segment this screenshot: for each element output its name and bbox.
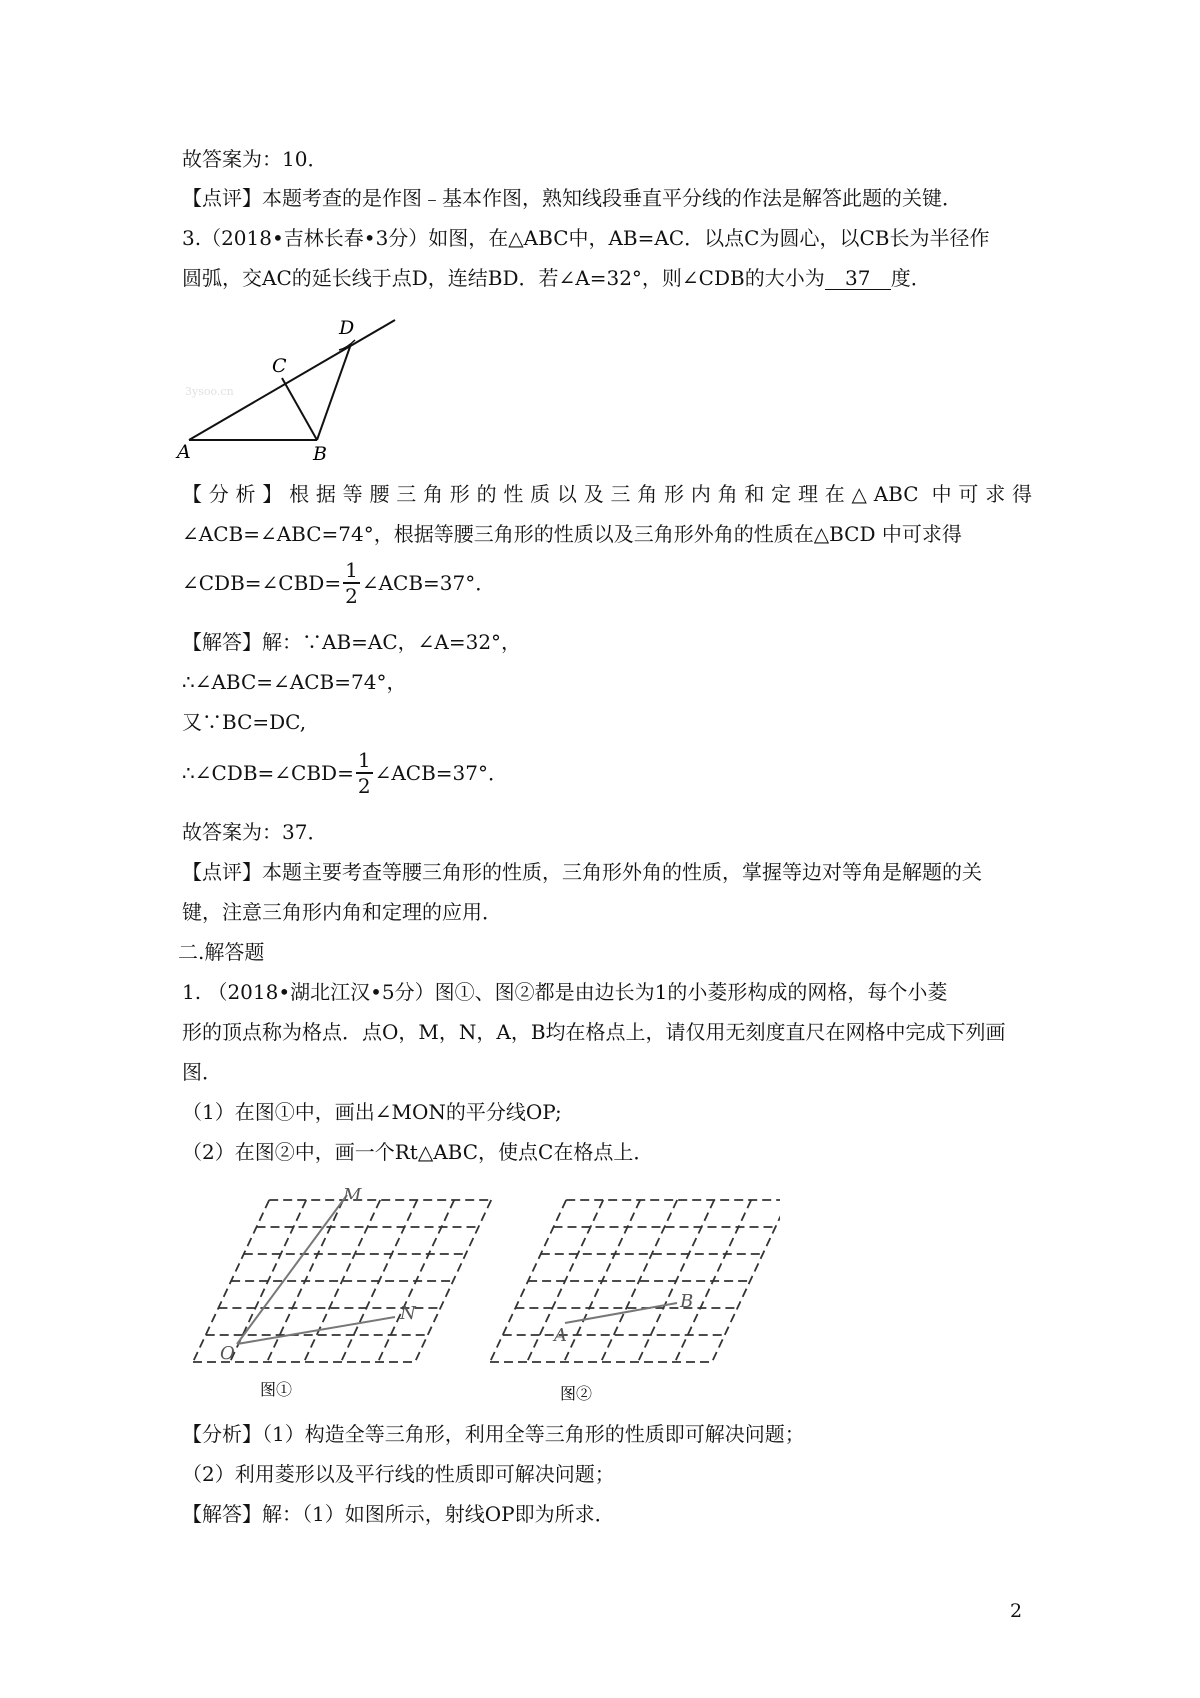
label-m: M xyxy=(343,1185,362,1206)
caption-fig2: 图② xyxy=(560,1384,593,1403)
solution-line-4 xyxy=(182,748,1032,798)
label-a: A xyxy=(177,441,191,463)
analysis-line-1: 【分析】根据等腰三角形的性质以及三角形内角和定理在△ABC 中可求得 xyxy=(182,482,1032,506)
analysis-eq-right: ∠ACB=37°． xyxy=(361,571,496,595)
analysis-line-2: ∠ACB=∠ABC=74°，根据等腰三角形的性质以及三角形外角的性质在△BCD 中可求得 xyxy=(182,522,962,546)
solution-line-3: 又∵BC=DC, xyxy=(182,710,307,734)
label-d: D xyxy=(339,317,355,339)
question-1-part-2: （2）在图②中，画一个Rt△ABC，使点C在格点上． xyxy=(182,1140,654,1164)
grid-figure-1 xyxy=(193,1200,491,1362)
comment-line-1: 【点评】本题考查的是作图﹣基本作图，熟知线段垂直平分线的作法是解答此题的关键． xyxy=(182,186,962,210)
ray-om xyxy=(237,1195,347,1344)
analysis-2-line-1: 【分析】（1）构造全等三角形，利用全等三角形的性质即可解决问题； xyxy=(182,1422,805,1446)
triangle-figure xyxy=(175,310,405,465)
section-heading: 二.解答题 xyxy=(178,940,265,964)
label-b: B xyxy=(313,443,327,465)
question-1-part-1: （1）在图①中，画出∠MON的平分线OP; xyxy=(182,1100,562,1124)
solution-eq-right: ∠ACB=37°． xyxy=(374,761,508,785)
grid-figure-2 xyxy=(490,1200,780,1362)
solution-eq-left: ∴∠CDB=∠CBD= xyxy=(182,761,354,785)
answer-blank: 37 xyxy=(825,267,891,290)
comment-line-2b: 键，注意三角形内角和定理的应用． xyxy=(182,900,502,924)
ray-on xyxy=(237,1317,395,1344)
label-a-grid: A xyxy=(554,1325,567,1346)
analysis-eq-left: ∠CDB=∠CBD= xyxy=(182,571,342,595)
caption-fig1: 图① xyxy=(260,1380,293,1399)
problem-3-line-2 xyxy=(182,264,1032,292)
comment-line-2a: 【点评】本题主要考查等腰三角形的性质，三角形外角的性质，掌握等边对等角是解题的关 xyxy=(182,860,982,884)
solution-line-1: 【解答】解：∵AB=AC，∠A=32°， xyxy=(182,630,522,654)
rhombus-grid-figures xyxy=(180,1185,780,1410)
problem-3-unit: 度． xyxy=(890,266,931,290)
answer-line-37: 故答案为：37． xyxy=(182,820,328,844)
analysis-2-line-2: （2）利用菱形以及平行线的性质即可解决问题； xyxy=(182,1462,615,1486)
figure-watermark: 3ysoo.cn xyxy=(185,385,234,398)
label-n: N xyxy=(400,1303,416,1324)
question-1-line-1: 1. （2018•湖北江汉•5分）图①、图②都是由边长为1的小菱形构成的网格，每个小菱 xyxy=(182,980,948,1004)
problem-3-text: 圆弧，交AC的延长线于点D，连结BD．若∠A=32°，则∠CDB的大小为 xyxy=(182,266,825,290)
fraction-half: $\frac{1}{2}$ xyxy=(345,558,358,608)
label-c: C xyxy=(272,355,287,377)
label-o: O xyxy=(220,1343,235,1364)
grid-line xyxy=(415,1200,491,1362)
question-1-line-3: 图． xyxy=(182,1060,222,1084)
page-number: 2 xyxy=(1010,1600,1023,1622)
solution-line-2: ∴∠ABC=∠ACB=74°， xyxy=(182,670,407,694)
problem-3-line-1: 3.（2018•吉林长春•3分）如图，在△ABC中，AB=AC．以点C为圆心，以CB长为半径作 xyxy=(182,226,990,250)
answer-line-10: 故答案为：10． xyxy=(182,147,328,171)
fraction-half-2: $\frac{1}{2}$ xyxy=(357,748,371,798)
grid-line xyxy=(193,1200,269,1362)
solution-2-line-1: 【解答】解：（1）如图所示，射线OP即为所求． xyxy=(182,1502,615,1526)
question-1-line-2: 形的顶点称为格点．点O，M，N，A，B均在格点上，请仅用无刻度直尺在网格中完成下列画 xyxy=(182,1020,1006,1044)
analysis-line-3 xyxy=(182,558,1032,608)
label-b-grid: B xyxy=(680,1291,694,1312)
